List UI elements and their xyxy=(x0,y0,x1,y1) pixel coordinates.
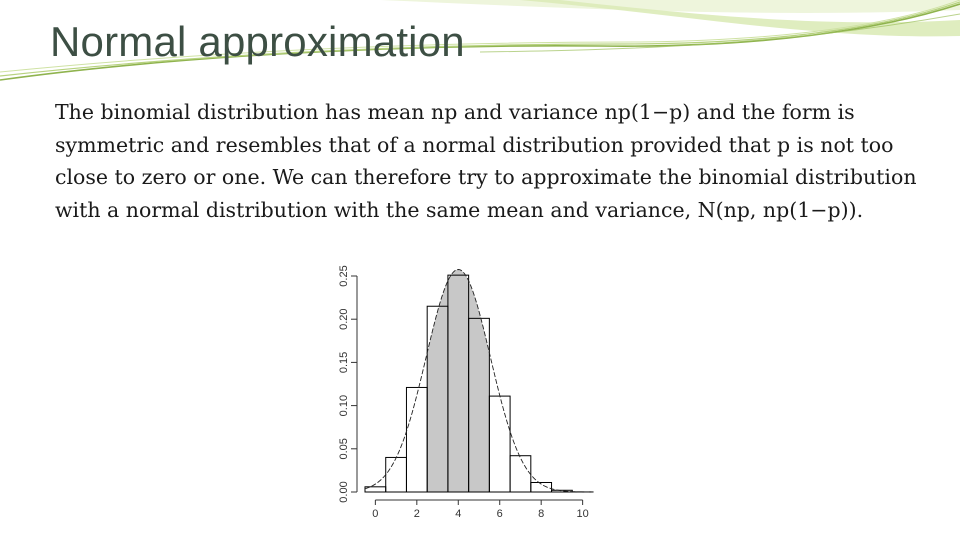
x-tick-label-8: 8 xyxy=(538,508,545,520)
shaded-normal-area xyxy=(427,270,489,492)
y-tick-label-0.15: 0.15 xyxy=(338,351,350,374)
y-tick-label-0.25: 0.25 xyxy=(338,265,350,287)
binomial-normal-chart xyxy=(325,262,605,522)
x-tick-label-10: 10 xyxy=(576,508,589,520)
x-tick-label-4: 4 xyxy=(455,508,462,520)
y-tick-label-0.05: 0.05 xyxy=(338,438,350,460)
bar-9 xyxy=(552,490,573,492)
slide-title: Normal approximation xyxy=(50,18,465,65)
bar-6 xyxy=(489,396,510,492)
x-tick-label-6: 6 xyxy=(496,508,503,520)
x-tick-label-2: 2 xyxy=(413,508,420,520)
bar-1 xyxy=(386,457,407,492)
y-tick-label-0.00: 0.00 xyxy=(338,481,350,503)
x-tick-label-0: 0 xyxy=(372,508,379,520)
bar-2 xyxy=(406,387,427,492)
y-tick-label-0.10: 0.10 xyxy=(338,394,350,417)
y-tick-label-0.20: 0.20 xyxy=(338,308,350,330)
bar-7 xyxy=(510,456,531,492)
slide-paragraph: The binomial distribution has mean np and variance np(1−p) and the form is symmetric and resembles that of a normal distribution provided that p is not too close to zero or one. We can therefore try to approximate the binomial distribution with a normal distribution with the same mean and variance, N(np, np(1−p)). xyxy=(55,100,917,222)
